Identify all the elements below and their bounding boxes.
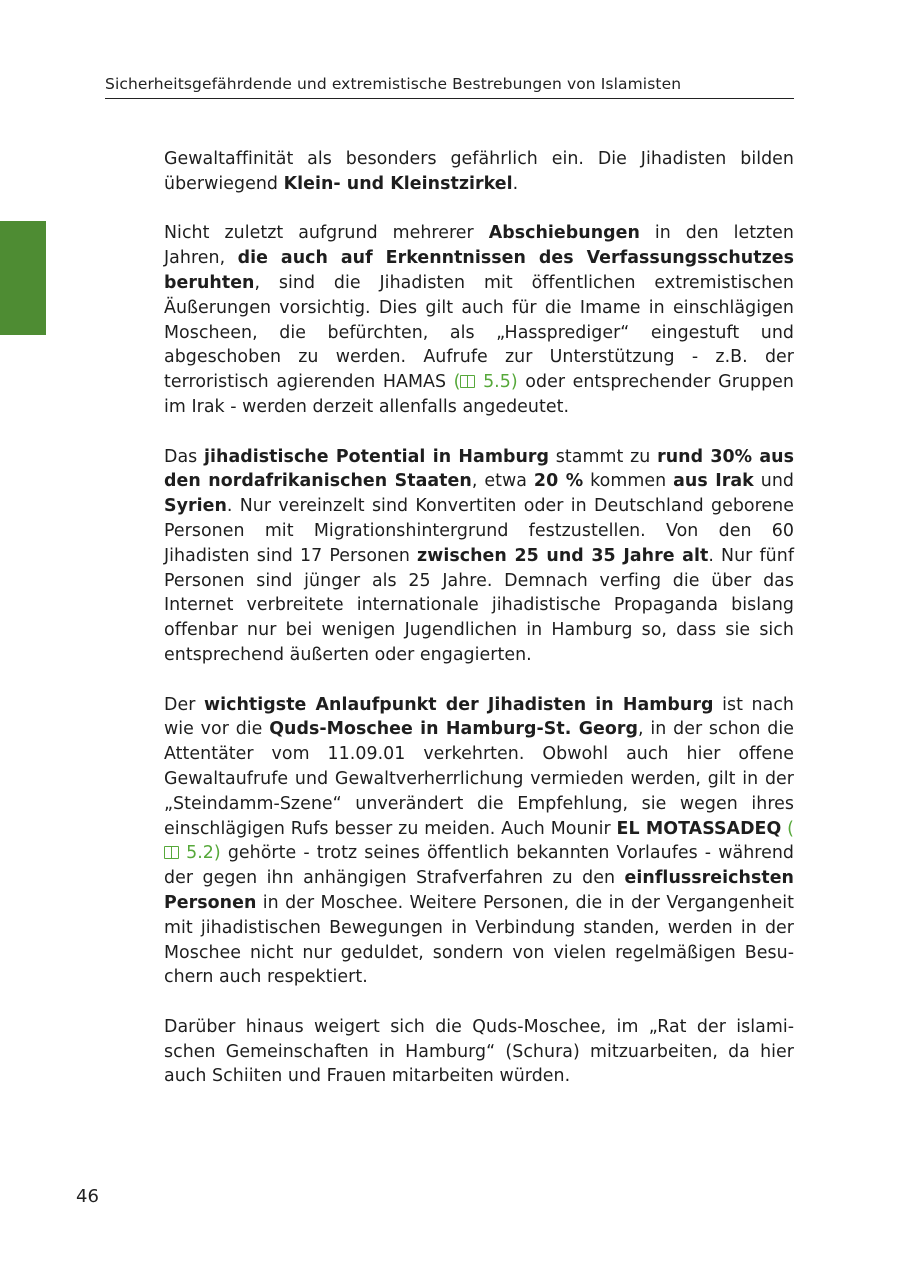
body-text — [164, 147, 794, 1114]
text-run: Das — [164, 446, 205, 467]
emphasis-text: jihadistische Potential in Hamburg — [204, 446, 550, 467]
ref-section-number: 5.2 — [179, 843, 214, 864]
page-number: 46 — [76, 1186, 99, 1207]
text-run: in den letzten Jahren, — [164, 223, 794, 269]
emphasis-text: wichtigste Anlaufpunkt der Jihadisten in Hamburg — [204, 694, 714, 715]
emphasis-text: zwischen 25 und 35 Jahre alt — [417, 545, 709, 566]
ref-section-number: 5.5 — [475, 372, 511, 393]
text-run: Gewaltaffinität als besonders gefährlich ein. Die Jihadisten bilden überwiegend — [164, 149, 794, 194]
text-run: , etwa — [471, 471, 534, 492]
text-run: , sind die Jihadisten mit öffentlichen extremistischen Äußerungen vorsichtig. Dies gilt auch für die Imame in einschlägigen Moscheen, die befürchten, als „Hassprediger“ eingestuft und abgeschoben zu werden. Aufrufe zur Unterstützung - z.B. der terroristisch agierenden HAMAS — [164, 272, 794, 393]
book-icon — [460, 375, 475, 388]
text-run: gehörte - trotz seines öffentlich bekannten Vorlaufes - während der gegen ihn anhängigen Strafverfahren zu den — [164, 843, 794, 889]
text-run: Nicht zuletzt aufgrund mehrerer — [164, 223, 489, 244]
text-run: kommen — [583, 471, 674, 492]
emphasis-text: rund 30% aus den nordafrikanischen Staaten — [164, 446, 794, 492]
running-header — [105, 75, 794, 99]
text-run: oder entsprechender Gruppen im Irak - werden derzeit allenfalls angedeutet. — [164, 372, 794, 417]
ref-close-paren: ) — [510, 372, 518, 393]
chapter-tab-marker — [0, 221, 46, 335]
emphasis-text: einflussreichsten Personen — [164, 868, 794, 913]
ref-open-paren: ( — [787, 818, 794, 839]
text-run: , in der schon die Attentäter vom 11.09.01 verkehrten. Obwohl auch hier offene Gewaltaufrufe und Gewaltverherrlichung vermieden werden, gilt in der „Steindamm-Szene“ unverändert die Empfehlung, sie wegen ihres einschlägigen Rufs besser zu meiden. Auch Mounir — [164, 719, 794, 839]
text-run: ist nach wie vor die — [164, 694, 795, 740]
emphasis-text: Klein- und Kleinstzirkel — [283, 173, 513, 194]
text-run: Darüber hinaus weigert sich die Quds-Moschee, im „Rat der islamischen Gemeinschaften in Hamburg“ (Schura) mitzuarbeiten, da hier auch Schiiten und Frauen mitarbeiten würden. — [164, 1016, 794, 1087]
header-title: Sicherheitsgefährdende und extremistische Bestrebungen von Islamisten — [105, 75, 682, 93]
text-run: stammt zu — [549, 446, 658, 467]
text-run: . — [512, 173, 519, 194]
text-run: . Nur fünf Personen sind jünger als 25 Jahre. Demnach verfing die über das Internet verbreitete internationale jihadistische Propaganda bislang offenbar nur bei wenigen Jugendlichen in Hamburg so, dass sie sich entsprechend äußerten oder engagierten. — [164, 545, 794, 665]
paragraph — [164, 693, 794, 991]
text-run: . Nur vereinzelt sind Konvertiten oder in Deutschland geborene Personen mit Migrationshintergrund festzustellen. Von den 60 Jihadisten sind 17 Personen — [164, 496, 794, 566]
text-run: in der Moschee. Weitere Personen, die in der Vergangenheit mit jihadistischen Bewegungen in Verbindung standen, werden in der Moschee nicht nur geduldet, sondern von vielen regelmäßigen Besuchern auch respektiert. — [164, 892, 794, 988]
ref-open-paren: ( — [453, 372, 461, 393]
paragraph — [164, 445, 794, 668]
cross-reference-link[interactable] — [454, 372, 518, 392]
text-run: Der — [164, 694, 204, 715]
emphasis-text: aus Irak — [673, 471, 754, 492]
emphasis-text: Abschiebungen — [488, 223, 640, 244]
emphasis-text: Quds-Moschee in Hamburg-St. Georg — [269, 719, 639, 740]
emphasis-text: Syrien — [164, 496, 227, 517]
ref-close-paren: ) — [213, 843, 221, 864]
emphasis-text: die auch auf Erkenntnissen des Verfassungsschutzes beruhten — [164, 248, 794, 293]
text-run: und — [753, 471, 795, 492]
paragraph — [164, 221, 794, 419]
book-icon — [164, 846, 179, 859]
emphasis-text: 20 % — [533, 471, 584, 492]
emphasis-text: EL MOTASSADEQ — [616, 818, 782, 839]
paragraph — [164, 147, 794, 197]
paragraph — [164, 1015, 794, 1089]
